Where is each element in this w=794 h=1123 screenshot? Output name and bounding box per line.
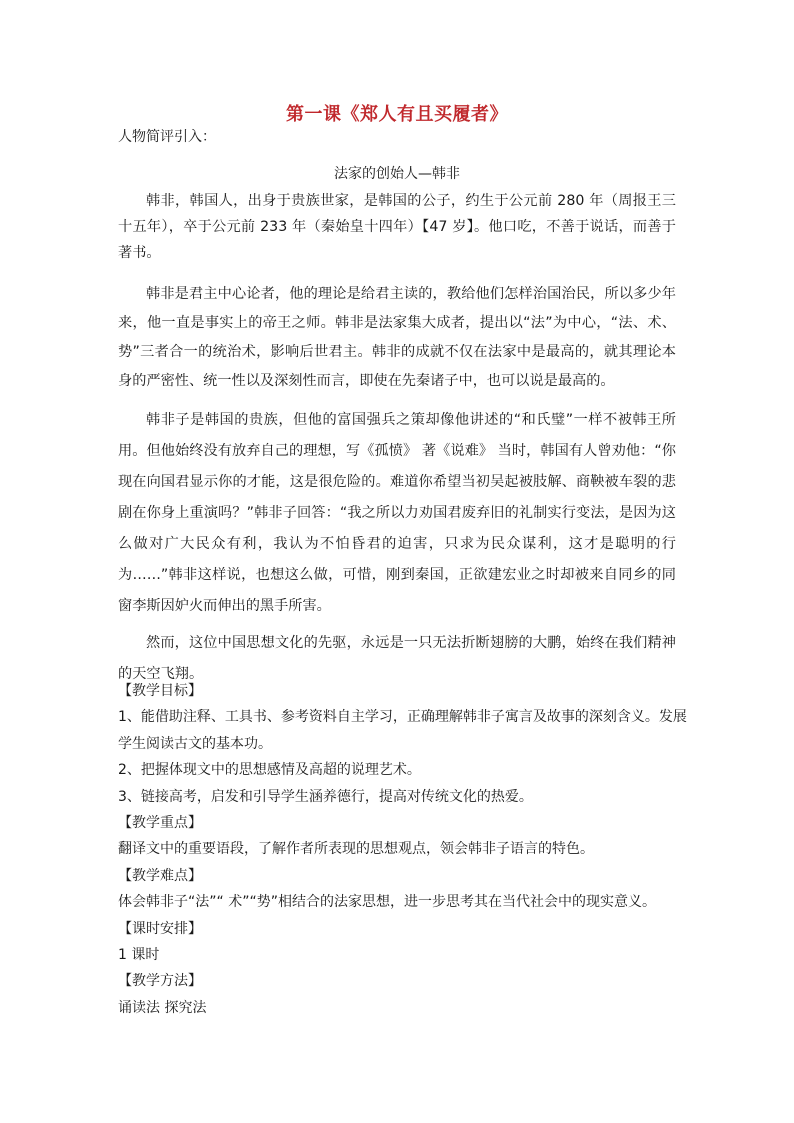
difficulties-heading: 【教学难点】	[118, 867, 202, 884]
intro-label: 人物简评引入：	[118, 129, 216, 145]
schedule-heading: 【课时安排】	[118, 920, 202, 937]
biography-subtitle: 法家的创始人—韩非	[334, 166, 460, 182]
biography-paragraph: 韩非子是韩国的贵族，但他的富国强兵之策却像他讲述的“和氏璧”一样不被韩王所用。但他始终没有放弃自己的理想，写《孤愤》 著《说难》 当时，韩国有人曾劝他：“你现在向国君显示你的才能，这是很危险的。难道你希望当初吴起被肢解、商鞅被车裂的悲剧在你身上重演吗？”韩非子回答：“我之所以力劝国君废弃旧的礼制实行变法，是因为这么做对广大民众有利，我认为不怕昏君的迫害，只求为民众谋利，这才是聪明的行为……”韩非这样说，也想这么做，可惜，刚到秦国，正欲建宏业之时却被来自同乡的同窗李斯因妒火而伸出的黑手所害。	[118, 412, 676, 614]
key-points-heading: 【教学重点】	[118, 815, 202, 832]
biography-paragraph: 韩非是君主中心论者，他的理论是给君主读的，教给他们怎样治国治民，所以多少年来，他一直是事实上的帝王之师。韩非是法家集大成者，提出以“法”为中心，“法、术、势”三者合一的统治术，影响后世君主。韩非的成就不仅在法家中是最高的，就其理论本身的严密性、统一性以及深刻性而言，即使在先秦诸子中，也可以说是最高的。	[118, 286, 676, 389]
goals-heading: 【教学目标】	[118, 683, 202, 699]
key-points-text: 翻译文中的重要语段，了解作者所表现的思想观点，领会韩非子语言的特色。	[118, 841, 594, 858]
teaching-plan	[118, 678, 688, 1021]
goal-item: 3、链接高考，启发和引导学生涵养德行，提高对传统文化的热爱。	[118, 788, 533, 805]
biography-body	[118, 188, 676, 690]
method-heading: 【教学方法】	[118, 973, 202, 990]
biography-paragraph: 然而，这位中国思想文化的先驱，永远是一只无法折断翅膀的大鹏，始终在我们精神的天空飞翔。	[118, 635, 676, 682]
goal-item: 2、把握体现文中的思想感情及高超的说理艺术。	[118, 762, 421, 779]
difficulties-text: 体会韩非子“法”“ 术”“势”相结合的法家思想，进一步思考其在当代社会中的现实意义。	[118, 894, 656, 911]
schedule-text: 1 课时	[118, 947, 160, 964]
lesson-title: 第一课《郑人有且买履者》	[286, 104, 508, 125]
method-text: 诵读法 探究法	[118, 999, 207, 1016]
biography-paragraph: 韩非，韩国人，出身于贵族世家，是韩国的公子，约生于公元前 280 年（周报王三十五年），卒于公元前 233 年（秦始皇十四年）【47 岁】。他口吃，不善于说话，而善于著书。	[118, 193, 676, 261]
goal-item: 1、能借助注释、工具书、参考资料自主学习，正确理解韩非子寓言及故事的深刻含义。发展学生阅读古文的基本功。	[118, 709, 687, 752]
